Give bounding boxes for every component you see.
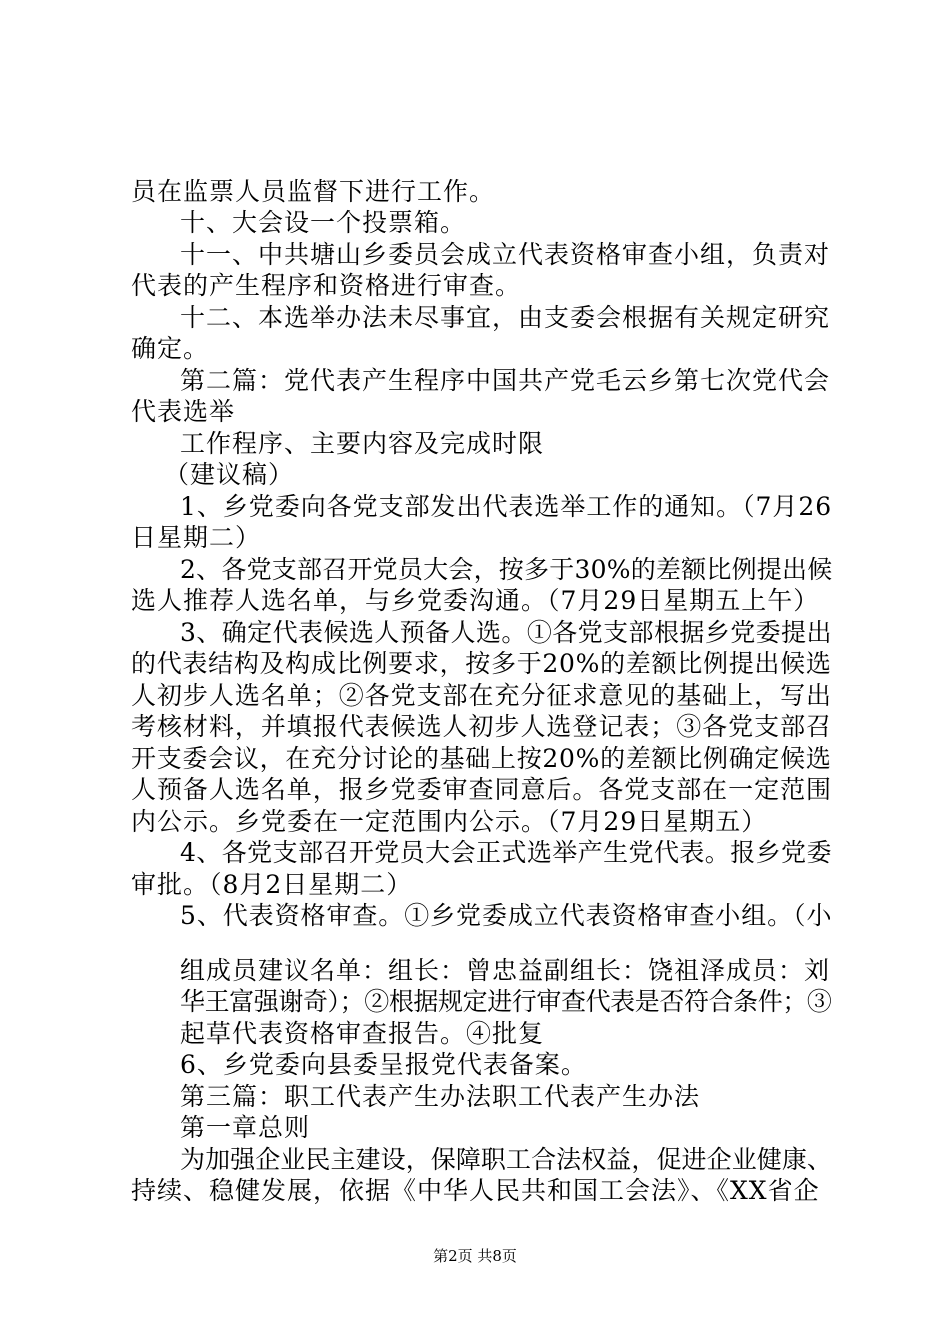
- text-line: 华王富强谢奇）；②根据规定进行审查代表是否符合条件；③: [180, 987, 832, 1016]
- text-line: 持续、稳健发展，依据《中华人民共和国工会法》、《XX省企: [131, 1176, 820, 1205]
- text-line: 4、各党支部召开党员大会正式选举产生党代表。报乡党委: [180, 838, 832, 867]
- text-line: 为加强企业民主建设，保障职工合法权益，促进企业健康、: [180, 1145, 833, 1174]
- text-line: 开支委会议，在充分讨论的基础上按20%的差额比例确定候选: [131, 744, 832, 773]
- text-line: 工作程序、主要内容及完成时限: [180, 429, 545, 458]
- text-line: 十一、中共塘山乡委员会成立代表资格审查小组，负责对: [180, 240, 831, 269]
- text-line: 2、各党支部召开党员大会，按多于30%的差额比例提出候: [180, 555, 833, 584]
- section-heading: 第二篇：党代表产生程序中国共产党毛云乡第七次党代会: [180, 366, 831, 395]
- text-line: 的代表结构及构成比例要求，按多于20%的差额比例提出候选: [131, 649, 832, 678]
- text-line: （建议稿）: [164, 460, 295, 489]
- chapter-heading: 第一章总则: [180, 1113, 311, 1142]
- text-line: 确定。: [131, 334, 210, 363]
- section-heading: 第三篇：职工代表产生办法职工代表产生办法: [180, 1082, 701, 1111]
- text-line: 十、大会设一个投票箱。: [180, 208, 467, 237]
- text-line: 内公示。乡党委在一定范围内公示。（7月29日星期五）: [131, 807, 768, 836]
- text-line: 十二、本选举办法未尽事宜，由支委会根据有关规定研究: [180, 303, 831, 332]
- text-line: 1、乡党委向各党支部发出代表选举工作的通知。（7月26: [180, 492, 833, 521]
- text-line: 代表的产生程序和资格进行审查。: [131, 271, 522, 300]
- text-line: 6、乡党委向县委呈报党代表备案。: [180, 1050, 587, 1079]
- text-line: 审批。（8月2日星期二）: [131, 870, 413, 899]
- text-line: 人初步人选名单；②各党支部在充分征求意见的基础上，写出: [131, 681, 833, 710]
- text-line: 选人推荐人选名单，与乡党委沟通。（7月29日星期五上午）: [131, 586, 820, 615]
- text-line: 5、代表资格审查。①乡党委成立代表资格审查小组。（小: [180, 901, 833, 930]
- text-line: 人预备人选名单，报乡党委审查同意后。各党支部在一定范围: [131, 775, 833, 804]
- text-line: 组成员建议名单：组长：曾忠益副组长：饶祖泽成员：刘: [180, 956, 831, 985]
- text-line: 考核材料，并填报代表候选人初步人选登记表；③各党支部召: [131, 712, 833, 741]
- page-footer: 第2页 共8页: [433, 1247, 517, 1265]
- text-line: 员在监票人员监督下进行工作。: [131, 177, 496, 206]
- text-line: 日星期二）: [131, 523, 262, 552]
- section-heading: 代表选举: [131, 397, 236, 426]
- text-line: 3、确定代表候选人预备人选。①各党支部根据乡党委提出: [180, 618, 832, 647]
- text-line: 起草代表资格审查报告。④批复: [180, 1019, 545, 1048]
